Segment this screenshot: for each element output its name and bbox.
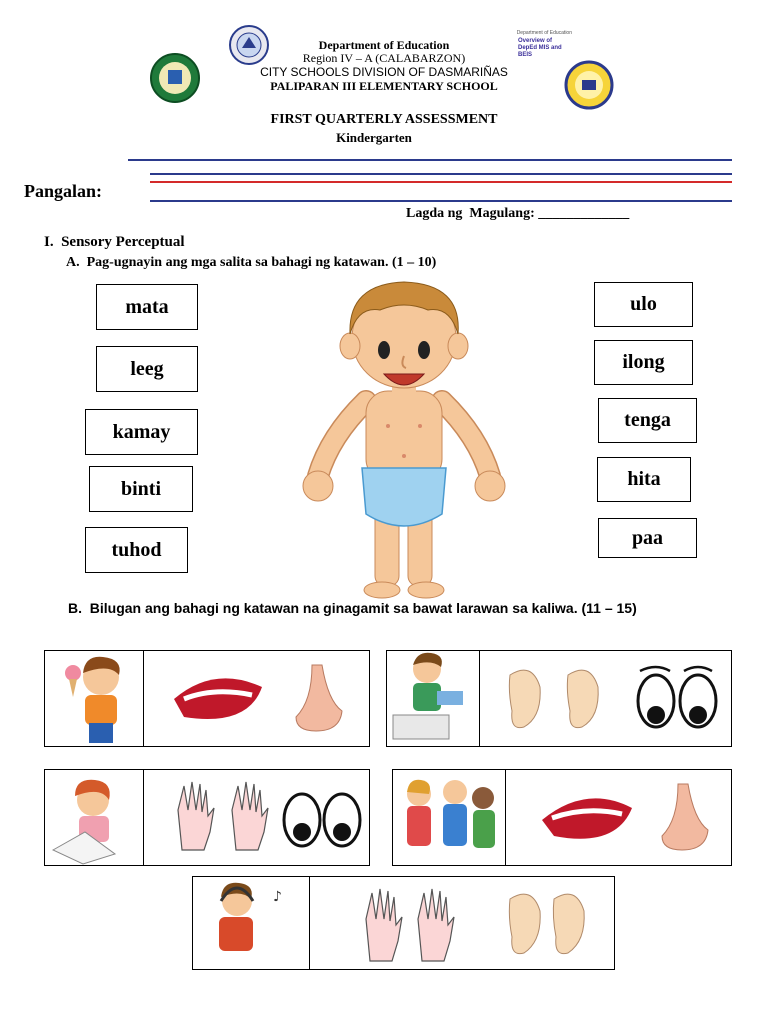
word-paa: paa — [631, 526, 664, 549]
child-writing-icon — [45, 770, 143, 865]
word-box-tenga[interactable] — [598, 398, 697, 443]
mouth-icon[interactable] — [542, 798, 632, 838]
name-line-blue-1 — [150, 173, 732, 175]
dept-title: Department of Education — [318, 38, 450, 52]
panel-3-options — [144, 770, 369, 865]
word-box-paa[interactable] — [598, 518, 697, 558]
name-line-red — [150, 181, 732, 183]
word-box-binti[interactable] — [89, 466, 193, 512]
ears-icon[interactable] — [509, 894, 584, 954]
part-b-instruction: B. Bilugan ang bahagi ng katawan na ginagamit sa bawat larawan sa kaliwa. (11 – 15) — [68, 600, 637, 616]
school-name: PALIPARAN III ELEMENTARY SCHOOL — [270, 79, 498, 93]
ears-icon[interactable] — [509, 670, 598, 728]
boy-body-illustration — [300, 276, 510, 606]
word-leeg: leeg — [130, 357, 164, 380]
overview-top-text: Department of Education — [516, 30, 572, 36]
word-tenga: tenga — [624, 409, 671, 431]
overview-logo-text: Overview of DepEd MIS and BEIS — [518, 38, 562, 58]
nose-icon[interactable] — [296, 665, 342, 731]
panel-5-picture-cell — [193, 877, 310, 969]
nose-icon[interactable] — [662, 784, 708, 850]
word-box-leeg[interactable] — [96, 346, 198, 392]
panel-2-options — [480, 651, 731, 746]
word-binti: binti — [120, 477, 162, 500]
panel-4-picture-cell — [393, 770, 506, 865]
region-line: Region IV – A (CALABARZON) — [302, 51, 466, 65]
child-reading-icon — [387, 651, 479, 746]
child-eating-icon — [45, 651, 143, 746]
word-kamay: kamay — [112, 420, 171, 443]
question-panel-2 — [386, 650, 732, 747]
mouth-icon[interactable] — [174, 678, 262, 719]
children-smelling-icon — [393, 770, 505, 865]
word-box-tuhod[interactable] — [85, 527, 188, 573]
eyes-icon[interactable] — [284, 794, 360, 846]
word-mata: mata — [125, 295, 169, 318]
panel-1-picture-cell — [45, 651, 144, 746]
part-a-instruction: A. Pag-ugnayin ang mga salita sa bahagi ng katawan. (1 – 10) — [66, 255, 437, 270]
word-ulo: ulo — [630, 293, 657, 315]
panel-5-options — [310, 877, 614, 969]
word-tuhod: tuhod — [111, 538, 162, 561]
question-panel-3 — [44, 769, 370, 866]
question-panel-1 — [44, 650, 370, 747]
word-box-ulo[interactable] — [594, 282, 693, 327]
question-panel-4 — [392, 769, 732, 866]
word-box-mata[interactable] — [96, 284, 198, 330]
panel-1-options — [144, 651, 369, 746]
word-ilong: ilong — [622, 351, 665, 373]
boy-listening-music-icon — [193, 877, 309, 969]
eyes-icon[interactable] — [638, 667, 716, 727]
word-box-ilong[interactable] — [594, 340, 693, 385]
hands-icon[interactable] — [366, 889, 454, 961]
name-line-blue-2 — [150, 200, 732, 202]
word-hita: hita — [627, 468, 661, 490]
division-line: CITY SCHOOLS DIVISION OF DASMARIÑAS — [260, 65, 508, 79]
top-blue-line — [128, 159, 732, 161]
question-panel-5 — [192, 876, 615, 970]
grade-level: Kindergarten — [336, 130, 412, 145]
parent-signature-label: Lagda ng Magulang: _____________ — [406, 206, 630, 221]
word-box-hita[interactable] — [597, 457, 691, 502]
panel-3-picture-cell — [45, 770, 144, 865]
section-title: I. Sensory Perceptual — [44, 234, 185, 250]
word-box-kamay[interactable] — [85, 409, 198, 455]
name-label: Pangalan: — [24, 181, 103, 201]
panel-2-picture-cell — [387, 651, 480, 746]
panel-4-options — [506, 770, 731, 865]
svg-text:♪: ♪ — [273, 889, 282, 905]
hands-icon[interactable] — [178, 782, 268, 850]
assessment-title: FIRST QUARTERLY ASSESSMENT — [270, 112, 498, 127]
